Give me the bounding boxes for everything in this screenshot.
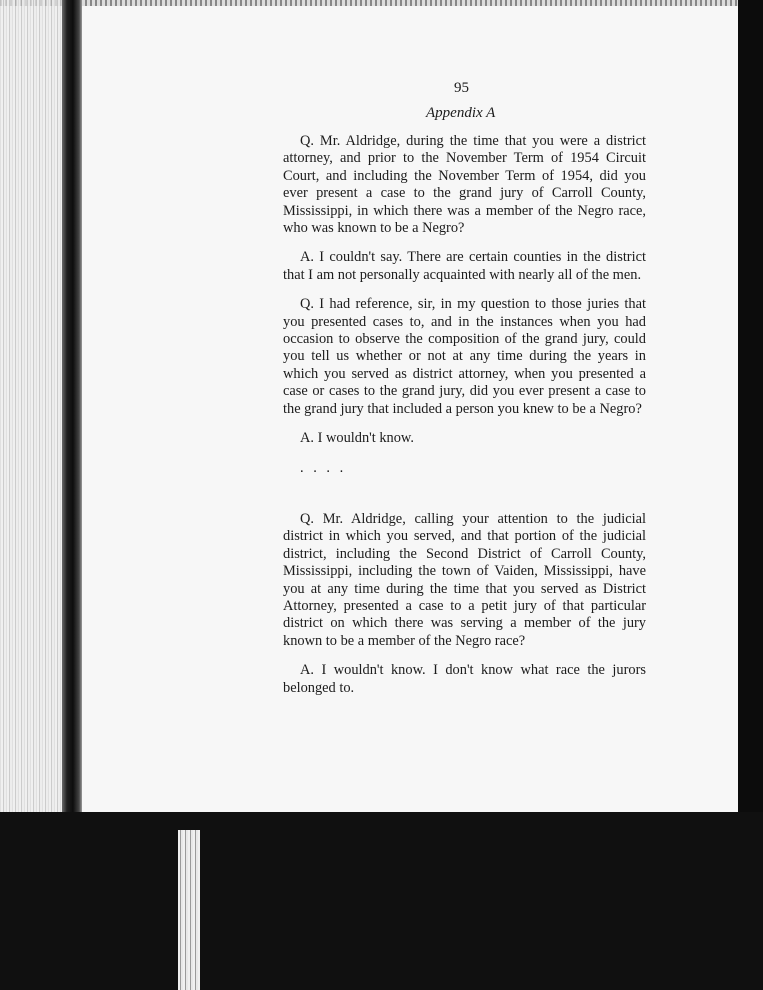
- paragraph: Q. Mr. Aldridge, during the time that you were a district attorney, and prior to the November Term of 1954 Circuit Court, and including the November Term of 1954, did you ever present a case to the grand jury of Carroll County, Mississippi, in which there was a member of the Negro race, who was known to be a Negro?: [283, 133, 646, 237]
- ellipsis-separator: . . . .: [300, 459, 347, 476]
- paragraph: A. I wouldn't know.: [300, 430, 414, 447]
- paragraph: Q. I had reference, sir, in my question to those juries that you presented cases to, and in the instances when you had occasion to observe the composition of the grand jury, could you tell us whether or not at any time during the years in which you served as district attorney, when you presented a case or cases to the grand jury, did you ever present a case to the grand jury that included a person you knew to be a Negro?: [283, 296, 646, 417]
- page-stack-edges-lower: [178, 830, 200, 990]
- paragraph: Q. Mr. Aldridge, calling your attention to the judicial district in which you served, and that portion of the judicial district, including the Second District of Carroll County, Mississippi, including the town of Vaiden, Mississippi, have you at any time during the time that you served as District Attorney, presented a case to a petit jury of that particular district on which there was serving a member of the jury known to be a member of the Negro race?: [283, 510, 646, 649]
- running-head: Appendix A: [426, 105, 496, 121]
- scanner-background-bottom: [0, 812, 763, 990]
- body-text: [283, 133, 646, 709]
- paragraph: A. I wouldn't know. I don't know what race the jurors belonged to.: [283, 662, 646, 696]
- page-number: 95: [454, 80, 469, 96]
- paragraph: A. I couldn't say. There are certain counties in the district that I am not personally acquainted with nearly all of the men.: [283, 249, 646, 283]
